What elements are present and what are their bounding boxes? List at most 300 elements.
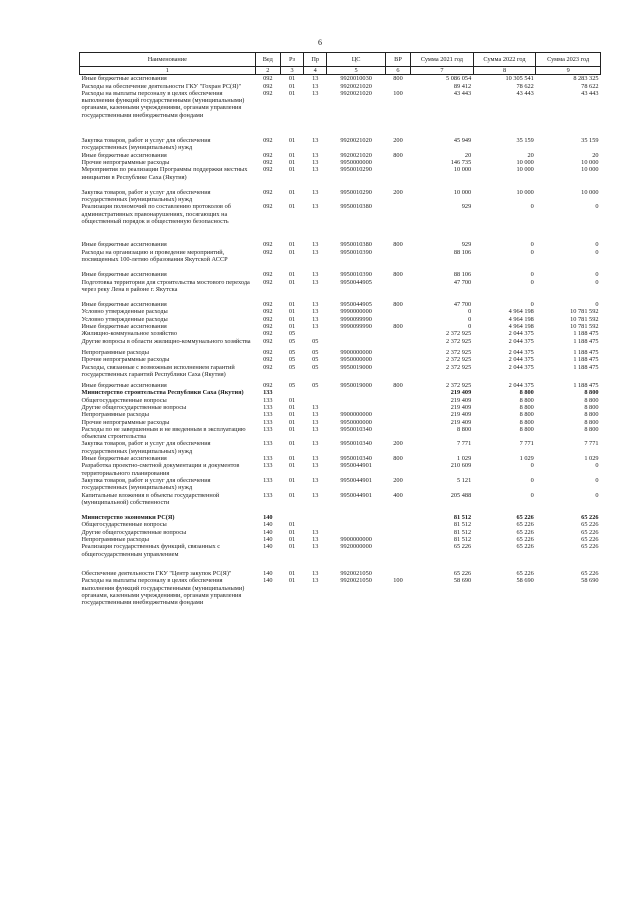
- row-cs: 9950044901: [340, 491, 372, 499]
- row-sum-2023: 65 226: [581, 528, 599, 536]
- row-sum-2021: 2 372 925: [446, 382, 472, 390]
- row-pr: 13: [312, 543, 319, 551]
- row-cs: [327, 404, 386, 411]
- table-row: [80, 577, 601, 606]
- row-rz: 01: [288, 396, 296, 404]
- row-sum-2022: 1 029: [519, 455, 534, 463]
- row-ved: 092: [263, 356, 273, 364]
- row-sum-2022: 2 044 375: [508, 330, 534, 338]
- row-ved: 133: [263, 491, 273, 499]
- row-vr: 800: [393, 455, 403, 463]
- row-spacer-cell: [80, 119, 601, 137]
- row-cs: 9990000000: [340, 308, 372, 316]
- row-cs: 9950010340: [340, 440, 372, 448]
- row-sum-2022: 2 044 375: [508, 348, 534, 356]
- row-vr: 800: [393, 323, 403, 331]
- row-vr: [385, 397, 410, 404]
- row-sum-2021: 81 512: [453, 514, 472, 522]
- row-pr: 13: [312, 323, 319, 331]
- row-sum-2023: 8 800: [584, 425, 599, 433]
- row-vr: 200: [393, 137, 403, 145]
- table-row: [80, 419, 601, 426]
- row-sum-2021: 219 409: [450, 418, 472, 426]
- row-ved: 133: [263, 476, 273, 484]
- row-rz: 05: [288, 356, 296, 364]
- row-sum-2022: 4 964 198: [508, 323, 534, 331]
- row-name: Иные бюджетные ассигнования: [81, 455, 167, 463]
- row-vr: [385, 338, 410, 345]
- row-pr: [304, 330, 327, 337]
- row-cs: [327, 397, 386, 404]
- row-rz: 01: [288, 75, 296, 83]
- row-rz: [280, 514, 303, 521]
- row-sum-2023: 7 771: [584, 440, 599, 448]
- row-sum-2022: 10 000: [516, 166, 534, 174]
- row-name: Условно утвержденные расходы: [81, 315, 168, 323]
- header-sum-2023: Сумма 2023 год: [536, 53, 601, 67]
- row-pr: 05: [312, 348, 319, 356]
- row-rz: 01: [288, 403, 296, 411]
- row-vr: [385, 279, 410, 294]
- row-rz: 01: [288, 188, 296, 196]
- row-sum-2023: 1 029: [584, 455, 599, 463]
- table-row: [80, 316, 601, 323]
- row-sum-2022: 65 226: [516, 569, 534, 577]
- row-sum-2022: 0: [530, 271, 534, 279]
- row-sum-2022: 0: [530, 301, 534, 309]
- row-sum-2022: 65 226: [516, 536, 534, 544]
- table-row: [80, 271, 601, 278]
- row-vr: [385, 419, 410, 426]
- row-vr: [385, 404, 410, 411]
- row-sum-2021: 2 372 925: [446, 330, 472, 338]
- row-sum-2023: 8 800: [584, 396, 599, 404]
- row-sum-2021: 65 226: [453, 569, 472, 577]
- row-sum-2023: 78 622: [581, 82, 599, 90]
- column-index: 4: [304, 67, 327, 75]
- row-ved: 092: [263, 348, 273, 356]
- row-name: Реализация полномочий по составлению протоколов об административных правонарушениях, посягающих на общественный порядок и общественную безопасность: [81, 203, 231, 226]
- row-sum-2021: 20: [464, 151, 472, 159]
- row-rz: 01: [288, 82, 296, 90]
- row-ved: 092: [263, 203, 273, 211]
- row-sum-2021: 5 086 054: [446, 75, 472, 83]
- row-vr: 800: [393, 151, 403, 159]
- row-vr: [385, 159, 410, 166]
- header-row: [80, 53, 601, 67]
- row-spacer-cell: [80, 558, 601, 570]
- row-rz: 01: [288, 476, 296, 484]
- table-row: [80, 279, 601, 294]
- table-row: [80, 462, 601, 477]
- row-cs: 9950044901: [340, 476, 372, 484]
- row-sum-2022: 65 226: [516, 543, 534, 551]
- column-index-row: [80, 67, 601, 75]
- row-sum-2022: 4 964 198: [508, 315, 534, 323]
- row-rz: 01: [288, 323, 296, 331]
- row-pr: 13: [312, 158, 319, 166]
- row-pr: 13: [312, 188, 319, 196]
- row-sum-2022: 2 044 375: [508, 337, 534, 345]
- row-rz: 01: [288, 418, 296, 426]
- table-row: [80, 389, 601, 396]
- row-pr: 13: [312, 536, 319, 544]
- row-sum-2022: 65 226: [516, 521, 534, 529]
- row-rz: 05: [288, 363, 296, 371]
- row-sum-2023: 0: [595, 462, 599, 470]
- row-sum-2022: 0: [530, 278, 534, 286]
- table-row: [80, 440, 601, 455]
- row-name: Общегосударственные вопросы: [81, 521, 167, 529]
- row-cs: 9920021020: [340, 82, 372, 90]
- row-sum-2021: 45 949: [453, 137, 472, 145]
- row-cs: 9990099990: [340, 315, 372, 323]
- row-cs: 9990099990: [340, 323, 372, 331]
- row-vr: [385, 166, 410, 181]
- row-sum-2021: 88 106: [453, 248, 472, 256]
- row-pr: 13: [312, 440, 319, 448]
- row-ved: 092: [263, 301, 273, 309]
- row-sum-2023: 35 159: [581, 137, 599, 145]
- row-sum-2023: 8 800: [584, 411, 599, 419]
- row-rz: 01: [288, 315, 296, 323]
- row-vr: [385, 411, 410, 418]
- row-pr: 13: [312, 455, 319, 463]
- row-sum-2021: 43 443: [453, 89, 472, 97]
- row-pr: 13: [312, 308, 319, 316]
- row-name: Расходы на выплаты персоналу в целях обеспечения выполнения функций государственными (муниципальными) органами, казенными учреждениями, органами управления государственными внебюджетными фондами: [81, 577, 245, 607]
- row-vr: [385, 570, 410, 577]
- row-rz: 01: [288, 137, 296, 145]
- row-pr: 13: [312, 569, 319, 577]
- row-name: Расходы, связанные с возможным исполнением гарантий государственных гарантий Республики Саха (Якутия): [81, 363, 235, 378]
- row-pr: 13: [312, 248, 319, 256]
- row-ved: 133: [263, 389, 273, 397]
- row-spacer-cell: [80, 506, 601, 514]
- row-sum-2023: 0: [595, 491, 599, 499]
- row-sum-2022: 0: [530, 462, 534, 470]
- row-sum-2021: 81 512: [453, 536, 472, 544]
- row-cs: 9950044901: [340, 462, 372, 470]
- row-pr: 13: [312, 476, 319, 484]
- column-index: 7: [411, 67, 474, 75]
- row-rz: 01: [288, 577, 296, 585]
- row-name: Иные бюджетные ассигнования: [81, 151, 167, 159]
- table-row: [80, 543, 601, 558]
- row-pr: 13: [312, 89, 319, 97]
- table-row: [80, 455, 601, 462]
- row-ved: 092: [263, 323, 273, 331]
- row-pr: 13: [312, 166, 319, 174]
- row-cs: 9950044905: [340, 278, 372, 286]
- row-sum-2022: 43 443: [516, 89, 534, 97]
- table-row: [80, 301, 601, 308]
- row-name: Реализация государственных функций, связанных с общегосударственным управлением: [81, 543, 221, 558]
- column-index: 3: [280, 67, 303, 75]
- row-spacer: [80, 181, 601, 189]
- row-vr: 200: [393, 188, 403, 196]
- table-row: [80, 159, 601, 166]
- row-sum-2023: 58 690: [581, 577, 599, 585]
- header-sum-2022: Сумма 2022 год: [473, 53, 536, 67]
- table-row: [80, 75, 601, 83]
- row-name: Непрограммные расходы: [81, 348, 149, 356]
- row-vr: [385, 349, 410, 356]
- header-rz: Рз: [280, 53, 303, 67]
- row-cs: 9950010380: [340, 203, 372, 211]
- table-row: [80, 426, 601, 441]
- row-vr: [385, 316, 410, 323]
- row-pr: 13: [312, 411, 319, 419]
- row-ved: 133: [263, 403, 273, 411]
- row-ved: 133: [263, 411, 273, 419]
- row-cs: 9950010290: [340, 188, 372, 196]
- row-cs: 9900000000: [340, 411, 372, 419]
- row-rz: 01: [288, 89, 296, 97]
- row-ved: 140: [263, 514, 273, 522]
- row-rz: 05: [288, 348, 296, 356]
- row-name: Непрограммные расходы: [81, 536, 149, 544]
- row-sum-2021: 47 700: [453, 278, 472, 286]
- row-sum-2021: 10 000: [453, 188, 472, 196]
- row-sum-2021: 47 700: [453, 301, 472, 309]
- row-rz: 01: [288, 271, 296, 279]
- row-name: Условно утвержденные расходы: [81, 308, 168, 316]
- row-rz: 01: [288, 440, 296, 448]
- row-name: Министерство строительства Республики Саха (Якутия): [81, 389, 244, 397]
- row-vr: [385, 203, 410, 225]
- row-sum-2022: 8 800: [519, 389, 534, 397]
- row-cs: [327, 521, 386, 528]
- table-row: [80, 83, 601, 90]
- row-vr: [385, 543, 410, 558]
- row-ved: 092: [263, 382, 273, 390]
- row-pr: 13: [312, 425, 319, 433]
- row-pr: 13: [312, 462, 319, 470]
- table-row: [80, 338, 601, 345]
- row-sum-2021: 0: [468, 308, 472, 316]
- row-cs: 9920000000: [340, 543, 372, 551]
- row-pr: 13: [312, 301, 319, 309]
- row-name: Мероприятия по реализации Программы поддержки местных инициатив в Республике Саха (Якутия): [81, 166, 248, 181]
- row-sum-2023: 0: [595, 203, 599, 211]
- row-rz: 01: [288, 166, 296, 174]
- row-cs: 9950010290: [340, 166, 372, 174]
- row-vr: 200: [393, 440, 403, 448]
- row-pr: 05: [312, 363, 319, 371]
- row-cs: 9920021020: [340, 151, 372, 159]
- row-ved: 140: [263, 577, 273, 585]
- row-sum-2021: 7 771: [457, 440, 472, 448]
- row-rz: 01: [288, 158, 296, 166]
- row-sum-2023: 1 188 475: [573, 348, 599, 356]
- row-sum-2022: 0: [530, 476, 534, 484]
- table-row: [80, 404, 601, 411]
- row-sum-2023: 10 000: [581, 158, 599, 166]
- row-spacer: [80, 225, 601, 241]
- row-sum-2023: 8 283 325: [573, 75, 599, 83]
- row-pr: 13: [312, 418, 319, 426]
- row-cs: [327, 514, 386, 521]
- row-name: Другие общегосударственные вопросы: [81, 403, 187, 411]
- row-spacer: [80, 263, 601, 271]
- row-sum-2023: 65 226: [581, 569, 599, 577]
- row-name: Расходы по не завершенным и не введенным в эксплуатацию объектам строительства: [81, 425, 246, 441]
- row-name: Иные бюджетные ассигнования: [81, 382, 167, 390]
- row-rz: 01: [288, 278, 296, 286]
- row-ved: 092: [263, 337, 273, 345]
- row-vr: [385, 462, 410, 477]
- row-sum-2021: 81 512: [453, 521, 472, 529]
- row-ved: 133: [263, 396, 273, 404]
- row-vr: [385, 389, 410, 396]
- row-sum-2021: 8 800: [457, 425, 472, 433]
- column-index: 2: [255, 67, 280, 75]
- row-rz: 05: [288, 337, 296, 345]
- table-row: [80, 241, 601, 248]
- row-spacer-cell: [80, 293, 601, 301]
- row-ved: 140: [263, 521, 273, 529]
- row-pr: 13: [312, 271, 319, 279]
- row-cs: 9920021050: [340, 569, 372, 577]
- row-name: Общегосударственные вопросы: [81, 396, 167, 404]
- row-name: Иные бюджетные ассигнования: [81, 301, 167, 309]
- row-sum-2022: 8 800: [519, 403, 534, 411]
- row-ved: 140: [263, 528, 273, 536]
- row-cs: 9950010340: [340, 455, 372, 463]
- row-sum-2021: 929: [461, 241, 472, 249]
- row-ved: 140: [263, 543, 273, 551]
- row-name: Обеспечение деятельности ГКУ "Центр закупок РС(Я)": [81, 569, 232, 577]
- row-name: Расходы на организацию и проведение мероприятий, посвященных 100-летию образования Якутской АССР: [81, 248, 228, 263]
- row-sum-2022: 2 044 375: [508, 382, 534, 390]
- row-vr: 800: [393, 301, 403, 309]
- table-row: [80, 477, 601, 492]
- row-cs: 9950010340: [340, 425, 372, 433]
- row-pr: 13: [312, 82, 319, 90]
- header-sum-2021: Сумма 2021 год: [411, 53, 474, 67]
- row-name: Жилищно-коммунальное хозяйство: [81, 330, 178, 338]
- table-row: [80, 382, 601, 389]
- row-rz: 01: [288, 301, 296, 309]
- row-sum-2021: 2 372 925: [446, 348, 472, 356]
- row-sum-2023: 1 188 475: [573, 363, 599, 371]
- row-rz: 01: [288, 425, 296, 433]
- row-cs: [327, 389, 386, 396]
- row-sum-2021: 88 106: [453, 271, 472, 279]
- row-name: Закупка товаров, работ и услуг для обеспечения государственных (муниципальных) нужд: [81, 137, 211, 152]
- row-sum-2021: 65 226: [453, 543, 472, 551]
- table-row: [80, 137, 601, 152]
- row-rz: 01: [288, 151, 296, 159]
- row-sum-2022: 0: [530, 203, 534, 211]
- row-name: Расходы на обеспечение деятельности ГКУ "Гохран РС(Я)": [81, 82, 242, 90]
- row-sum-2022: 10 000: [516, 188, 534, 196]
- table-row: [80, 249, 601, 264]
- row-rz: 01: [288, 241, 296, 249]
- table-row: [80, 364, 601, 379]
- row-ved: 092: [263, 166, 273, 174]
- row-vr: 200: [393, 476, 403, 484]
- row-vr: [385, 426, 410, 441]
- row-rz: 05: [288, 382, 296, 390]
- row-rz: 01: [288, 569, 296, 577]
- row-sum-2021: 219 409: [450, 396, 472, 404]
- row-sum-2023: 10 781 592: [570, 323, 599, 331]
- row-sum-2021: 210 609: [450, 462, 472, 470]
- row-name: Закупка товаров, работ и услуг для обеспечения государственных (муниципальных) нужд: [81, 476, 211, 492]
- row-cs: 9950010380: [340, 241, 372, 249]
- row-vr: [385, 330, 410, 337]
- row-ved: 133: [263, 440, 273, 448]
- row-spacer-cell: [80, 181, 601, 189]
- row-ved: 092: [263, 151, 273, 159]
- row-ved: 092: [263, 158, 273, 166]
- row-spacer: [80, 119, 601, 137]
- table-row: [80, 514, 601, 521]
- row-ved: 092: [263, 89, 273, 97]
- row-sum-2022: 0: [530, 248, 534, 256]
- row-ved: 092: [263, 248, 273, 256]
- table-row: [80, 570, 601, 577]
- row-ved: 092: [263, 188, 273, 196]
- row-name: Иные бюджетные ассигнования: [81, 323, 167, 331]
- row-ved: 133: [263, 455, 273, 463]
- row-cs: 9920021020: [340, 137, 372, 145]
- row-sum-2022: 65 226: [516, 514, 534, 522]
- row-vr: 100: [393, 89, 403, 97]
- row-sum-2023: 10 781 592: [570, 315, 599, 323]
- row-sum-2021: 219 409: [450, 411, 472, 419]
- row-sum-2021: 1 029: [457, 455, 472, 463]
- row-sum-2023: 0: [595, 271, 599, 279]
- row-pr: 05: [312, 356, 319, 364]
- row-sum-2021: 219 409: [450, 403, 472, 411]
- row-sum-2023: 0: [595, 476, 599, 484]
- row-sum-2022: 2 044 375: [508, 363, 534, 371]
- table-row: [80, 356, 601, 363]
- row-spacer: [80, 506, 601, 514]
- row-cs: 9950019000: [340, 363, 372, 371]
- row-pr: 13: [312, 75, 319, 83]
- row-sum-2023: 1 188 475: [573, 330, 599, 338]
- row-sum-2022: 65 226: [516, 528, 534, 536]
- row-sum-2023: 43 443: [581, 89, 599, 97]
- row-cs: 9920021020: [340, 89, 372, 97]
- row-sum-2022: 0: [530, 241, 534, 249]
- row-sum-2021: 219 409: [450, 389, 472, 397]
- table-body: [80, 75, 601, 607]
- row-ved: 133: [263, 425, 273, 433]
- row-ved: 140: [263, 536, 273, 544]
- row-name: Расходы на выплаты персоналу в целях обеспечения выполнения функций государственными (муниципальными) органами, казенными учреждениями, органами управления государственными внебюджетными фондами: [81, 89, 245, 119]
- row-rz: 01: [288, 528, 296, 536]
- row-vr: [385, 514, 410, 521]
- row-name: Закупка товаров, работ и услуг для обеспечения государственных (муниципальных) нужд: [81, 188, 211, 204]
- row-sum-2022: 8 800: [519, 411, 534, 419]
- row-vr: [385, 356, 410, 363]
- row-spacer-cell: [80, 225, 601, 241]
- header-ved: Вед: [255, 53, 280, 67]
- row-sum-2023: 0: [595, 241, 599, 249]
- row-vr: [385, 83, 410, 90]
- row-rz: 01: [288, 536, 296, 544]
- row-cs: 9950000000: [340, 356, 372, 364]
- row-sum-2023: 0: [595, 301, 599, 309]
- row-sum-2023: 0: [595, 248, 599, 256]
- row-pr: 05: [312, 382, 319, 390]
- row-name: Министерство экономики РС(Я): [81, 514, 175, 522]
